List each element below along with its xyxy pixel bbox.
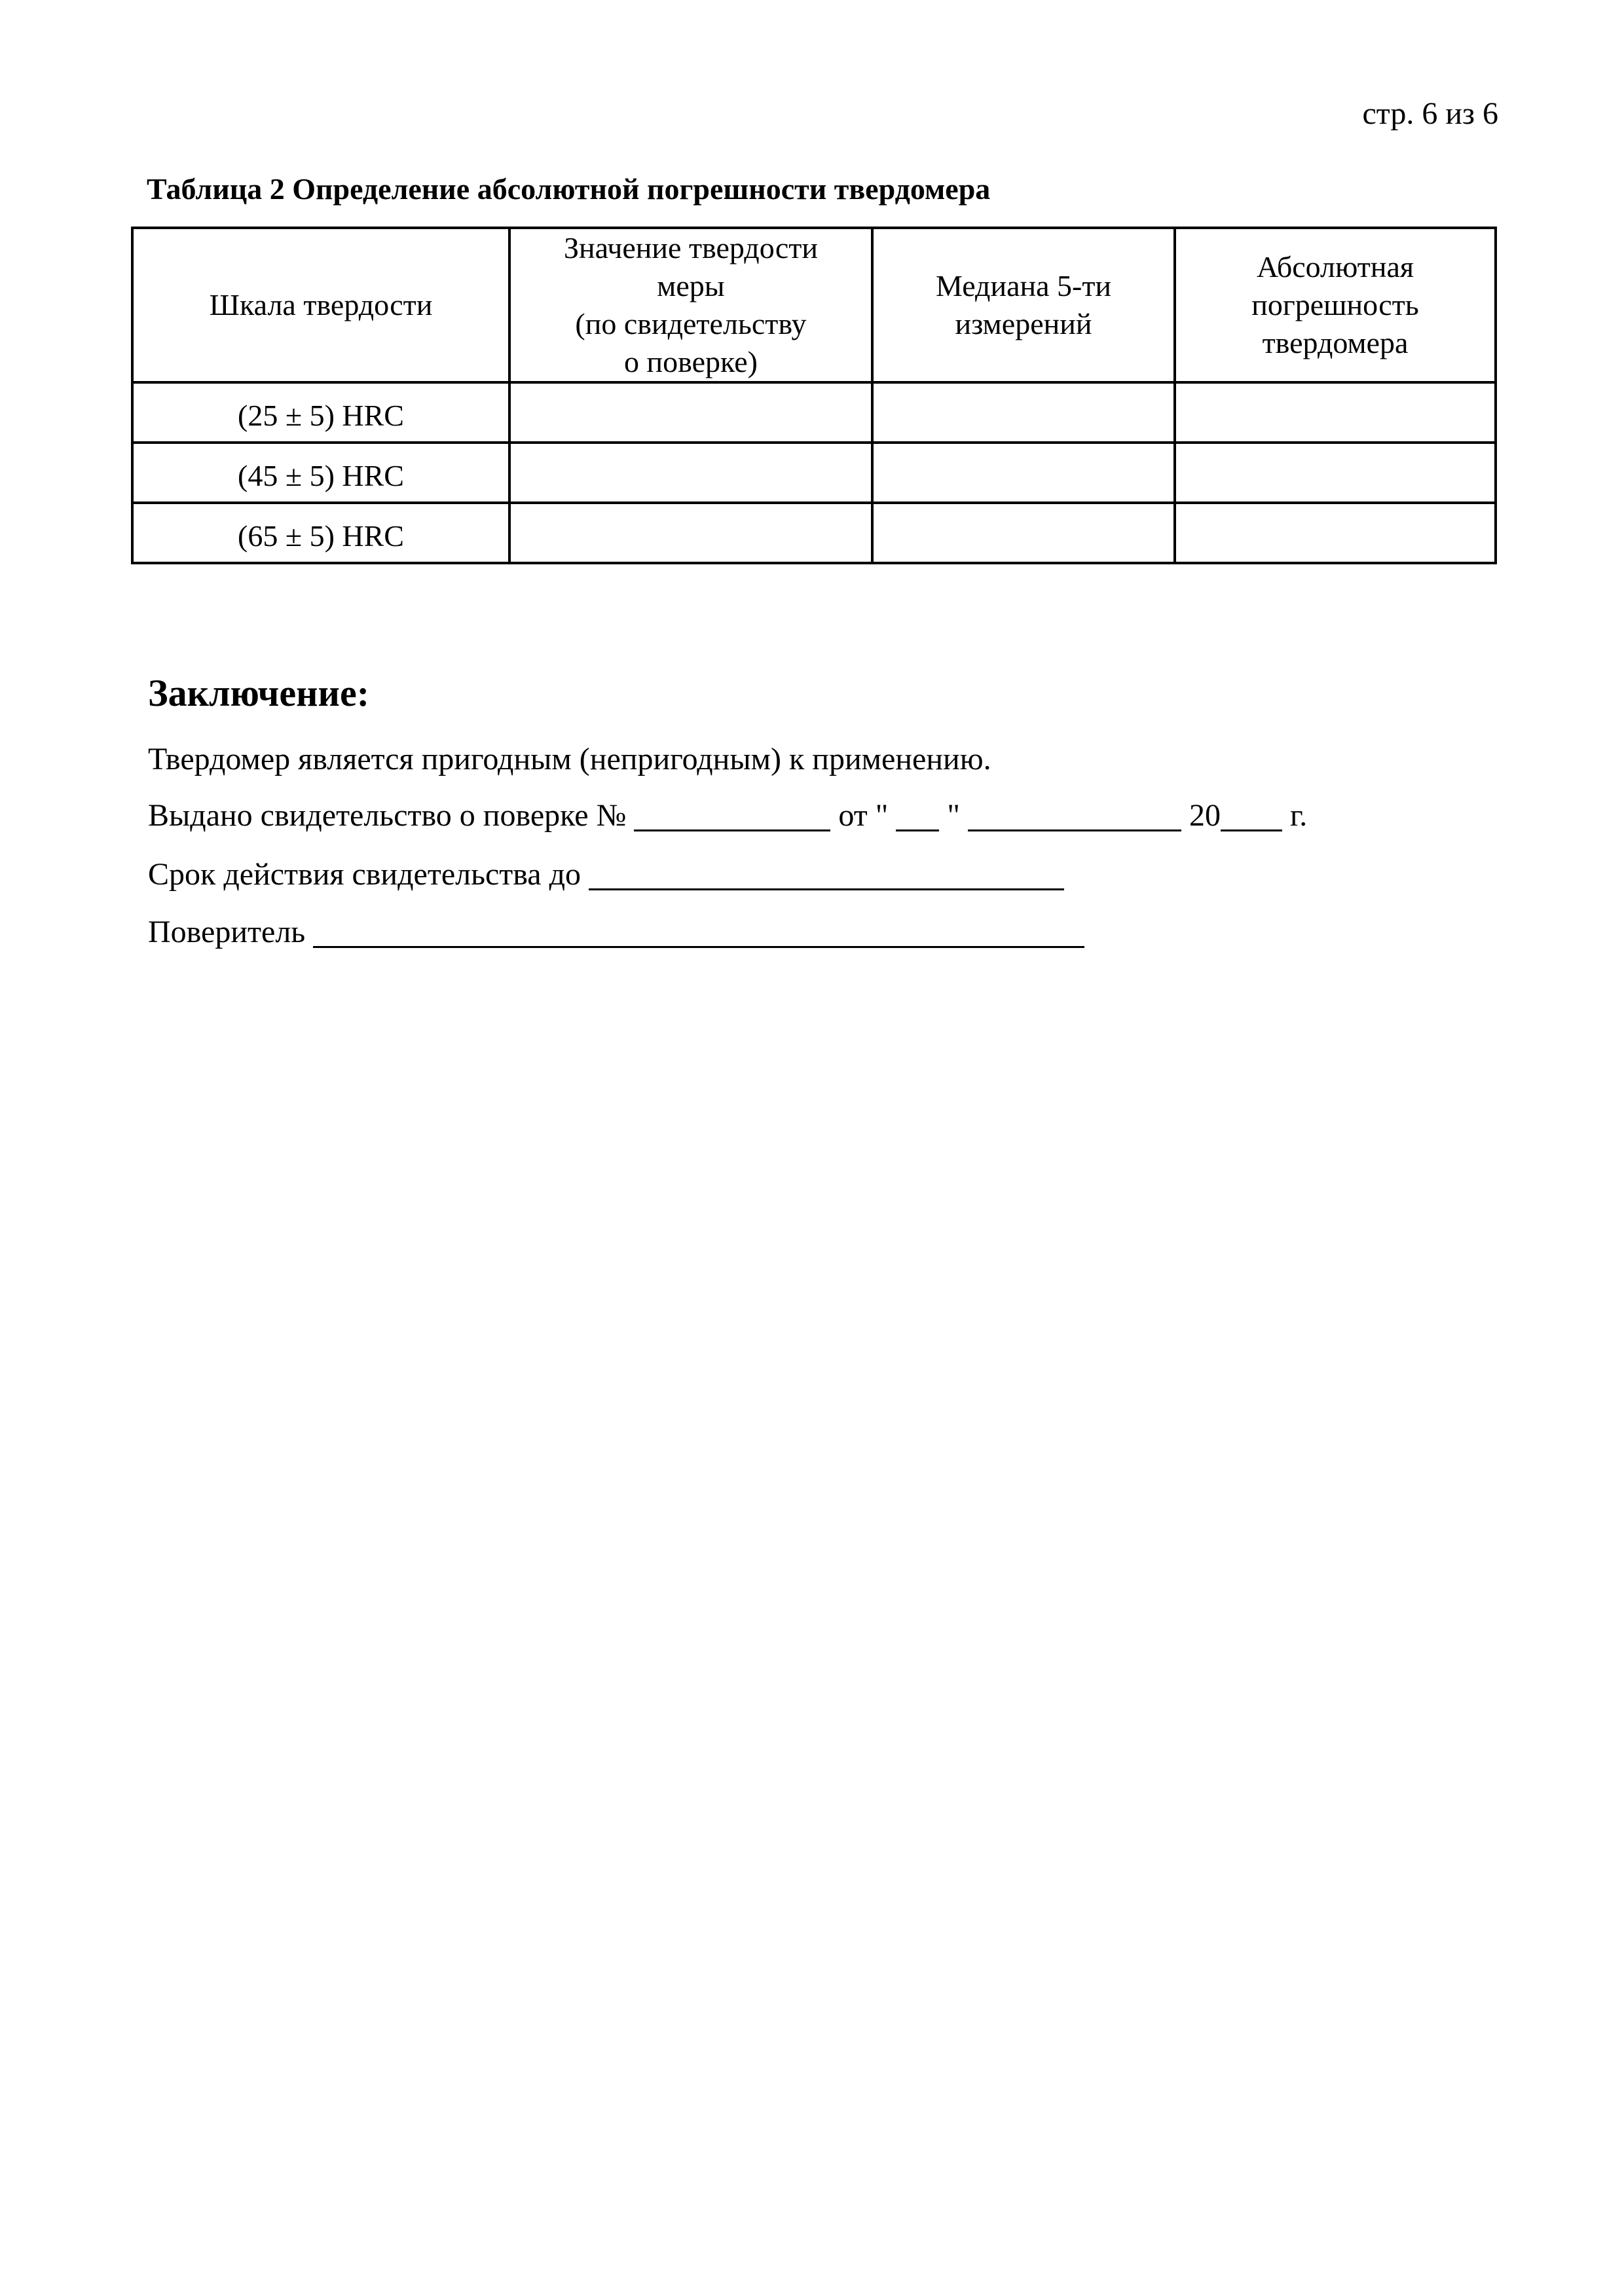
cell-absolute-error[interactable]	[1175, 382, 1496, 443]
header-line: Значение твердости	[564, 231, 818, 264]
validity-date-field[interactable]	[589, 860, 1064, 890]
header-line: измерений	[955, 307, 1092, 340]
header-hardness-scale	[132, 228, 509, 382]
header-line: Шкала твердости	[209, 288, 433, 321]
header-line: Абсолютная	[1256, 250, 1414, 283]
cell-measure-value[interactable]	[509, 503, 872, 563]
cell-median[interactable]	[872, 443, 1175, 503]
date-year-field[interactable]	[1221, 801, 1282, 831]
cell-hardness-scale: (25 ± 5) HRC	[132, 382, 509, 443]
cell-absolute-error[interactable]	[1175, 503, 1496, 563]
validity-label: Срок действия свидетельства до	[148, 857, 581, 892]
cell-hardness-scale: (65 ± 5) HRC	[132, 503, 509, 563]
certificate-line	[148, 800, 1307, 831]
cell-absolute-error[interactable]	[1175, 443, 1496, 503]
table-row	[132, 382, 1496, 443]
date-day-field[interactable]	[896, 801, 939, 831]
validity-line	[148, 859, 1064, 890]
header-line: меры	[657, 269, 725, 302]
table-row	[132, 443, 1496, 503]
table-header-row	[132, 228, 1496, 382]
date-month-field[interactable]	[968, 801, 1181, 831]
header-measure-value	[509, 228, 872, 382]
page-number: стр. 6 из 6	[1362, 96, 1498, 131]
table-title: Таблица 2 Определение абсолютной погрешности твердомера	[147, 172, 991, 206]
hardness-error-table	[131, 227, 1497, 564]
certificate-number-field[interactable]	[634, 801, 830, 831]
verifier-signature-field[interactable]	[313, 917, 1084, 948]
cell-measure-value[interactable]	[509, 443, 872, 503]
header-median	[872, 228, 1175, 382]
verifier-label: Поверитель	[148, 915, 306, 949]
cell-hardness-scale: (45 ± 5) HRC	[132, 443, 509, 503]
header-line: погрешность	[1251, 288, 1419, 321]
header-absolute-error	[1175, 228, 1496, 382]
cell-median[interactable]	[872, 382, 1175, 443]
header-line: твердомера	[1262, 326, 1409, 359]
cell-median[interactable]	[872, 503, 1175, 563]
verifier-line	[148, 917, 1084, 948]
conclusion-heading: Заключение:	[148, 672, 370, 714]
header-line: (по свидетельству	[575, 307, 807, 340]
year-prefix: 20	[1189, 798, 1221, 833]
date-quote-close: "	[947, 798, 960, 833]
cell-measure-value[interactable]	[509, 382, 872, 443]
table-row	[132, 503, 1496, 563]
header-line: Медиана 5-ти	[935, 269, 1112, 302]
date-from-label: от "	[838, 798, 889, 833]
certificate-label: Выдано свидетельство о поверке №	[148, 798, 627, 833]
conclusion-statement: Твердомер является пригодным (непригодным) к применению.	[148, 742, 991, 776]
year-suffix: г.	[1289, 798, 1308, 833]
header-line: о поверке)	[624, 345, 758, 378]
